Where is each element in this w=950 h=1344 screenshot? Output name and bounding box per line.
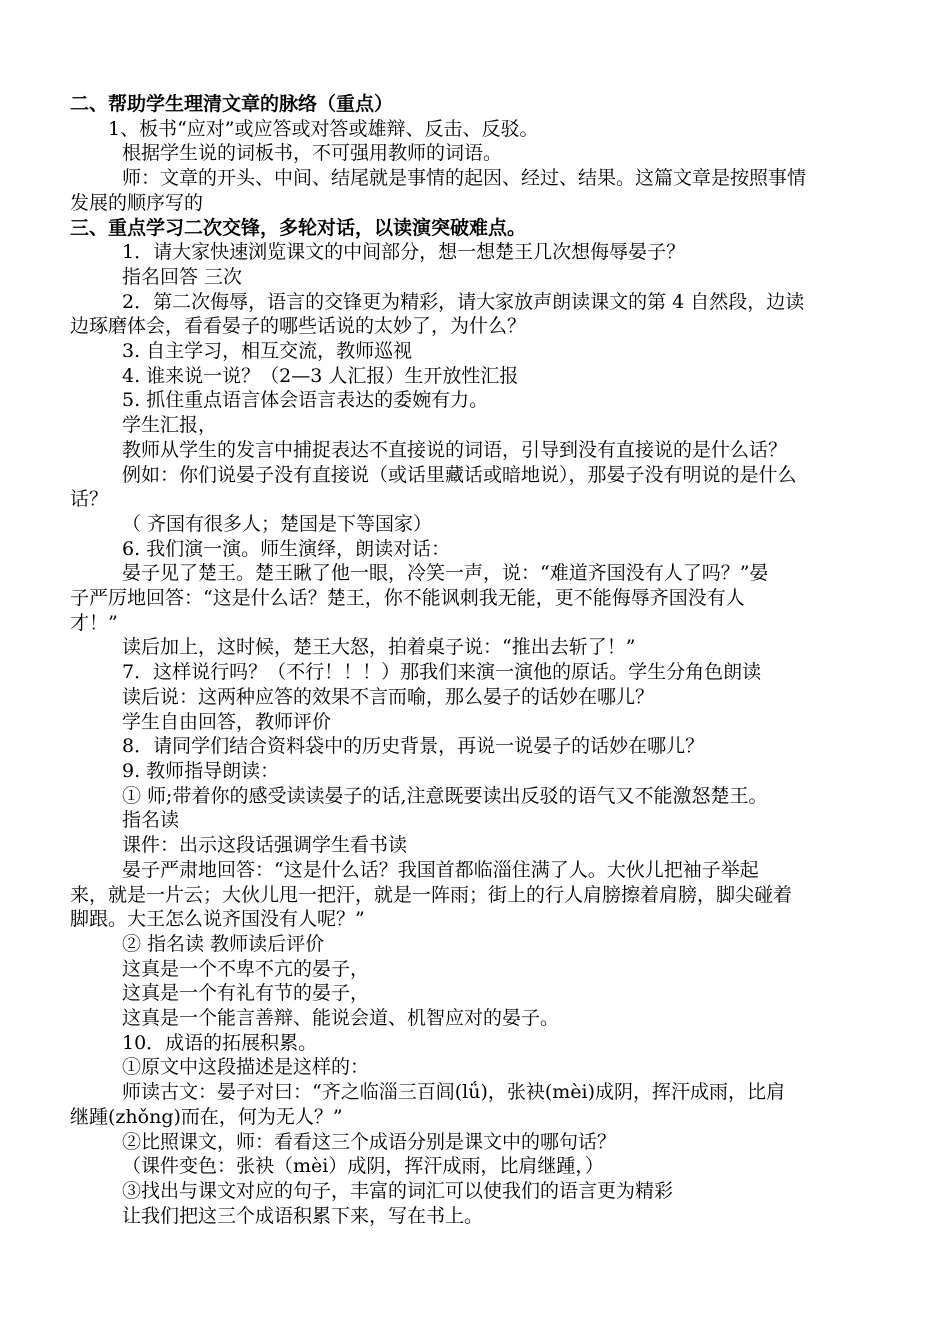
text-line: 课件：出示这段话强调学生看书读	[122, 834, 408, 857]
text-line: 学生汇报，	[122, 414, 218, 437]
text-line: 师读古文：晏子对曰：“齐之临淄三百闾(lǘ)，张袂(mèi)成阴，挥汗成雨，比肩	[122, 1081, 786, 1104]
section-heading: 二、帮助学生理清文章的脉络（重点）	[70, 93, 394, 115]
text-line: （ 齐国有很多人；楚国是下等国家）	[122, 512, 433, 535]
text-line: 来，就是一片云；大伙儿甩一把汗，就是一阵雨；街上的行人肩膀擦着肩膀，脚尖碰着	[70, 883, 793, 906]
text-line: 1．请大家快速浏览课文的中间部分，想一想楚王几次想侮辱晏子？	[122, 241, 686, 264]
text-line: 这真是一个有礼有节的晏子，	[122, 982, 370, 1005]
text-line: 9. 教师指导朗读：	[122, 759, 280, 782]
text-line: 6. 我们演一演。师生演绎，朗读对话：	[122, 537, 451, 560]
text-line: 读后说：这两种应答的效果不言而喻，那么晏子的话妙在哪儿？	[122, 685, 655, 708]
text-line: 4. 谁来说一说？（2—3 人汇报）生开放性汇报	[122, 364, 519, 387]
text-line: ②比照课文，师：看看这三个成语分别是课文中的哪句话？	[122, 1130, 617, 1153]
text-line: 2．第二次侮辱，语言的交锋更为精彩，请大家放声朗读课文的第 4 自然段，边读	[122, 290, 805, 313]
text-line: 1、板书“应对”或应答或对答或雄辩、反击、反驳。	[108, 117, 539, 140]
text-line: ③找出与课文对应的句子，丰富的词汇可以使我们的语言更为精彩	[122, 1179, 674, 1202]
text-line: 3. 自主学习，相互交流，教师巡视	[122, 340, 413, 363]
text-line: 边琢磨体会，看看晏子的哪些话说的太妙了，为什么？	[70, 315, 527, 338]
text-line: 5. 抓住重点语言体会语言表达的委婉有力。	[122, 389, 489, 412]
text-line: 发展的顺序写的	[70, 191, 204, 214]
text-line: 教师从学生的发言中捕捉表达不直接说的词语，引导到没有直接说的是什么话？	[122, 438, 788, 461]
text-line: 晏子见了楚王。楚王瞅了他一眼，冷笑一声，说：“难道齐国没有人了吗？”晏	[122, 562, 769, 585]
text-line: 脚跟。大王怎么说齐国没有人呢？”	[70, 908, 365, 931]
section-heading: 三、重点学习二次交锋，多轮对话，以读演突破难点。	[70, 216, 527, 239]
text-line: 学生自由回答，教师评价	[122, 710, 332, 733]
text-line: 读后加上，这时候，楚王大怒，拍着桌子说：“推出去斩了！”	[122, 636, 636, 659]
text-line: 让我们把这三个成语积累下来，写在书上。	[122, 1204, 484, 1227]
text-line: 才！”	[70, 611, 118, 634]
text-line: 这真是一个不卑不亢的晏子，	[122, 957, 370, 980]
text-line: 10．成语的拓展积累。	[122, 1031, 318, 1054]
document-body	[70, 92, 910, 1228]
text-line: 子严厉地回答：“这是什么话？楚王，你不能讽刺我无能，更不能侮辱齐国没有人	[70, 587, 745, 610]
text-line: 指名读	[122, 809, 180, 832]
text-line: 例如：你们说晏子没有直接说（或话里藏话或暗地说），那晏子没有明说的是什么	[122, 463, 797, 486]
text-line: 晏子严肃地回答：“这是什么话？我国首都临淄住满了人。大伙儿把袖子举起	[122, 858, 759, 881]
text-line: ② 指名读 教师读后评价	[122, 932, 325, 955]
text-line: 师：文章的开头、中间、结尾就是事情的起因、经过、结果。这篇文章是按照事情	[122, 167, 807, 190]
text-line: 指名回答 三次	[122, 265, 243, 288]
text-line: 继踵(zhǒng)而在，何为无人？”	[70, 1105, 343, 1128]
text-line: 8．请同学们结合资料袋中的历史背景，再说一说晏子的话妙在哪儿？	[122, 735, 705, 758]
text-line: ①原文中这段描述是这样的：	[122, 1056, 370, 1079]
text-line: 根据学生说的词板书，不可强用教师的词语。	[122, 142, 503, 165]
text-line: （课件变色：张袂（mèi）成阴，挥汗成雨，比肩继踵，）	[122, 1155, 604, 1178]
text-line: ① 师;带着你的感受读读晏子的话,注意既要读出反驳的语气又不能激怒楚王。	[122, 784, 768, 807]
text-line: 话？	[70, 488, 109, 511]
text-line: 7．这样说行吗？（不行！！！）那我们来演一演他的原话。学生分角色朗读	[122, 661, 762, 684]
text-line: 这真是一个能言善辩、能说会道、机智应对的晏子。	[122, 1007, 560, 1030]
